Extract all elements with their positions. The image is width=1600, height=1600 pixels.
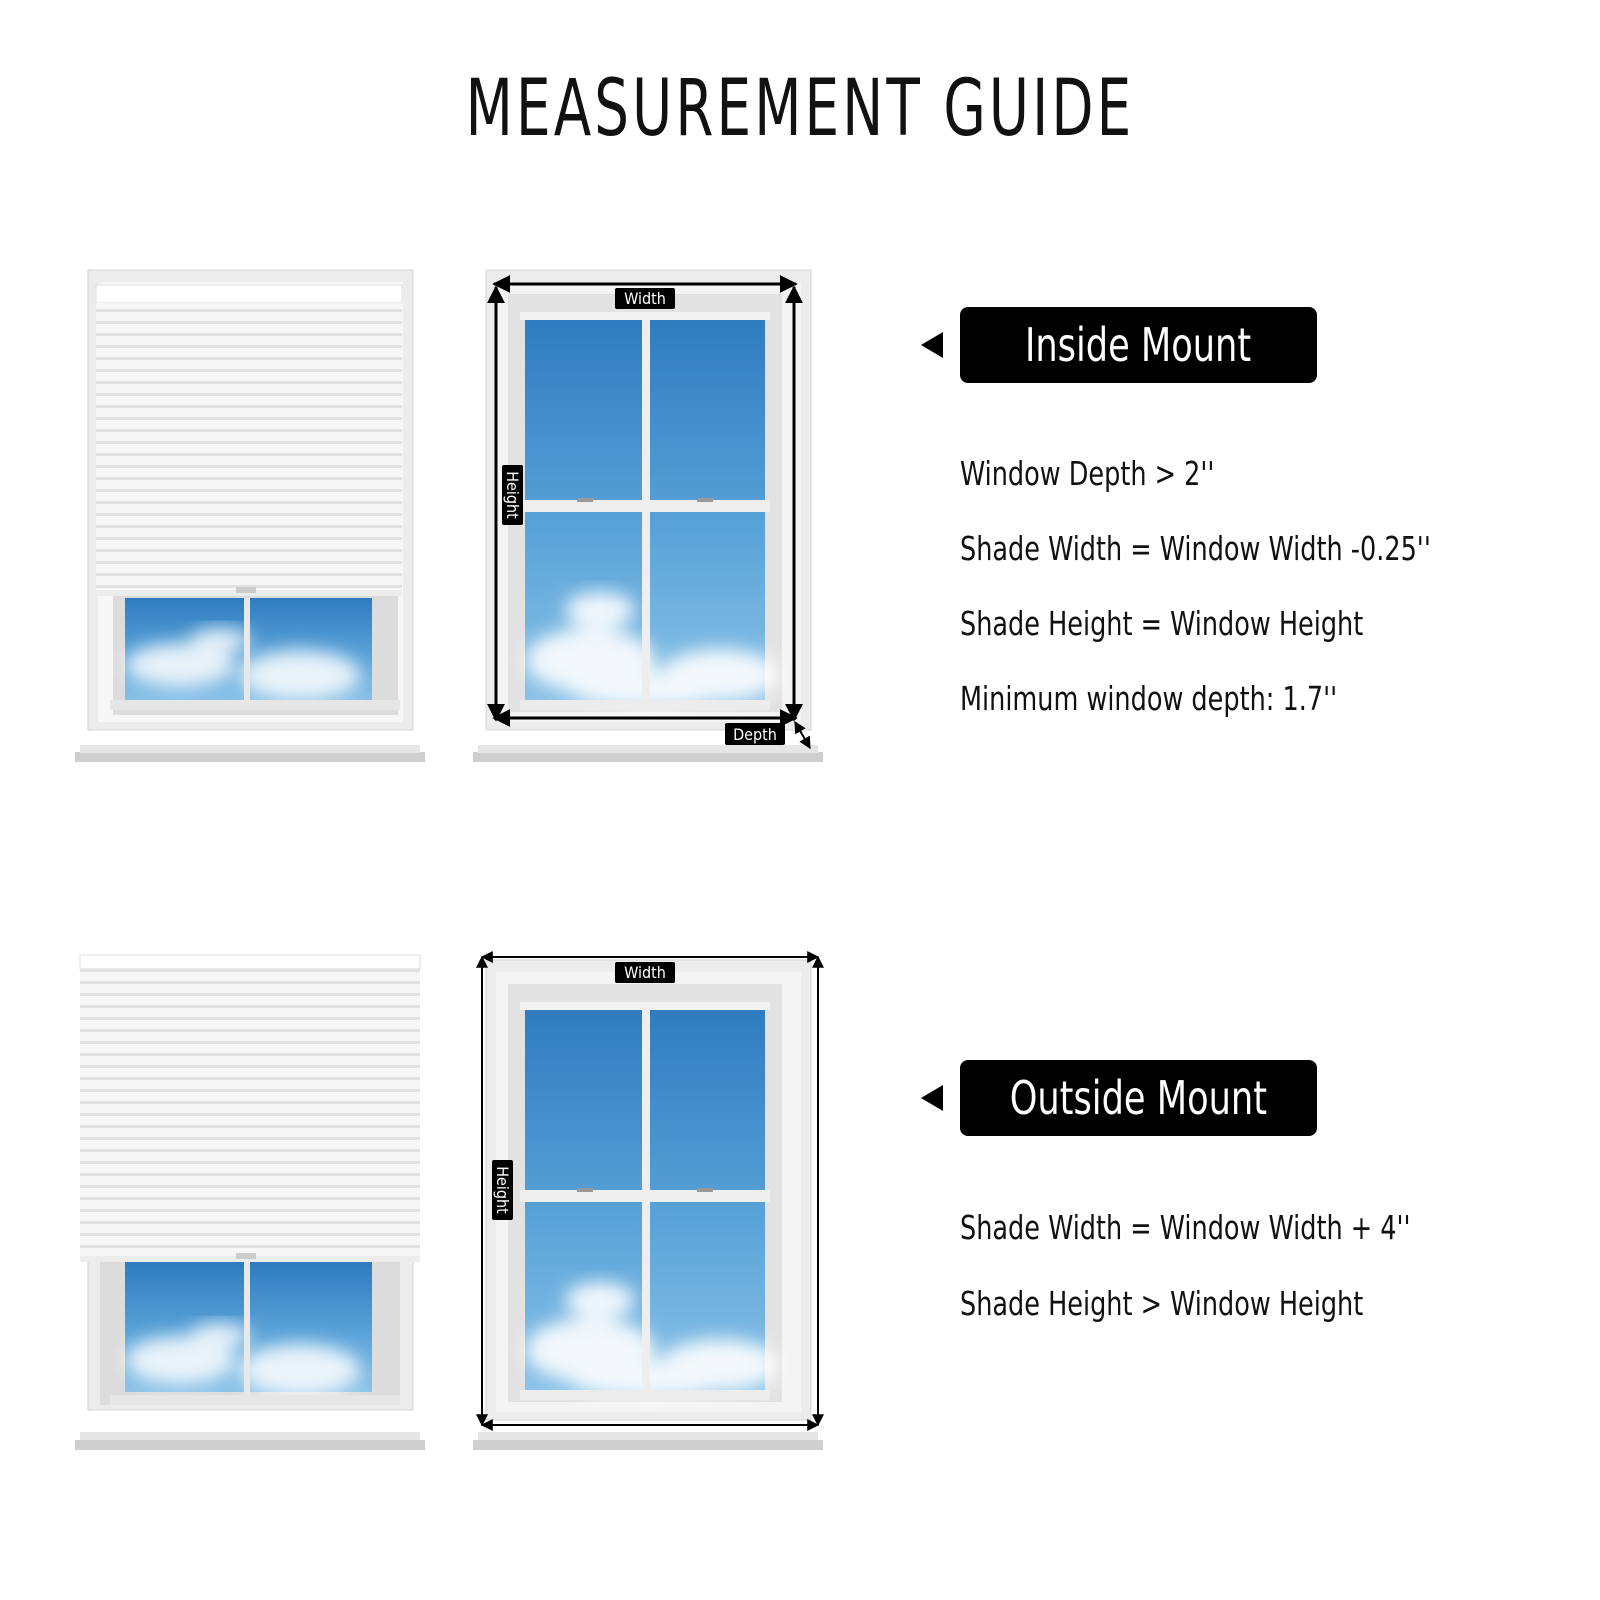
inside-mount-label: Inside Mount: [960, 307, 1317, 383]
height-tag: Height: [503, 471, 522, 519]
height-tag: Height: [493, 1166, 512, 1214]
outside-spec-2: Shade Height > Window Height: [960, 1284, 1364, 1323]
depth-tag: Depth: [733, 725, 777, 744]
inside-spec-4: Minimum window depth: 1.7'': [960, 679, 1338, 718]
inside-shade-window: [75, 270, 425, 762]
inside-spec-2: Shade Width = Window Width -0.25'': [960, 529, 1431, 568]
width-tag: Width: [624, 963, 666, 982]
inside-spec-3: Shade Height = Window Height: [960, 604, 1364, 643]
width-tag: Width: [624, 289, 666, 308]
pointer-arrow-icon: [921, 332, 943, 358]
outside-mount-label: Outside Mount: [960, 1060, 1317, 1136]
inside-spec-1: Window Depth > 2'': [960, 454, 1215, 493]
inside-measure-window: [473, 270, 823, 762]
page-title: MEASUREMENT GUIDE: [465, 64, 1135, 154]
outside-shade-window: [75, 955, 425, 1450]
outside-measure-window: [473, 957, 823, 1450]
pointer-arrow-icon: [921, 1085, 943, 1111]
outside-spec-1: Shade Width = Window Width + 4'': [960, 1208, 1411, 1247]
